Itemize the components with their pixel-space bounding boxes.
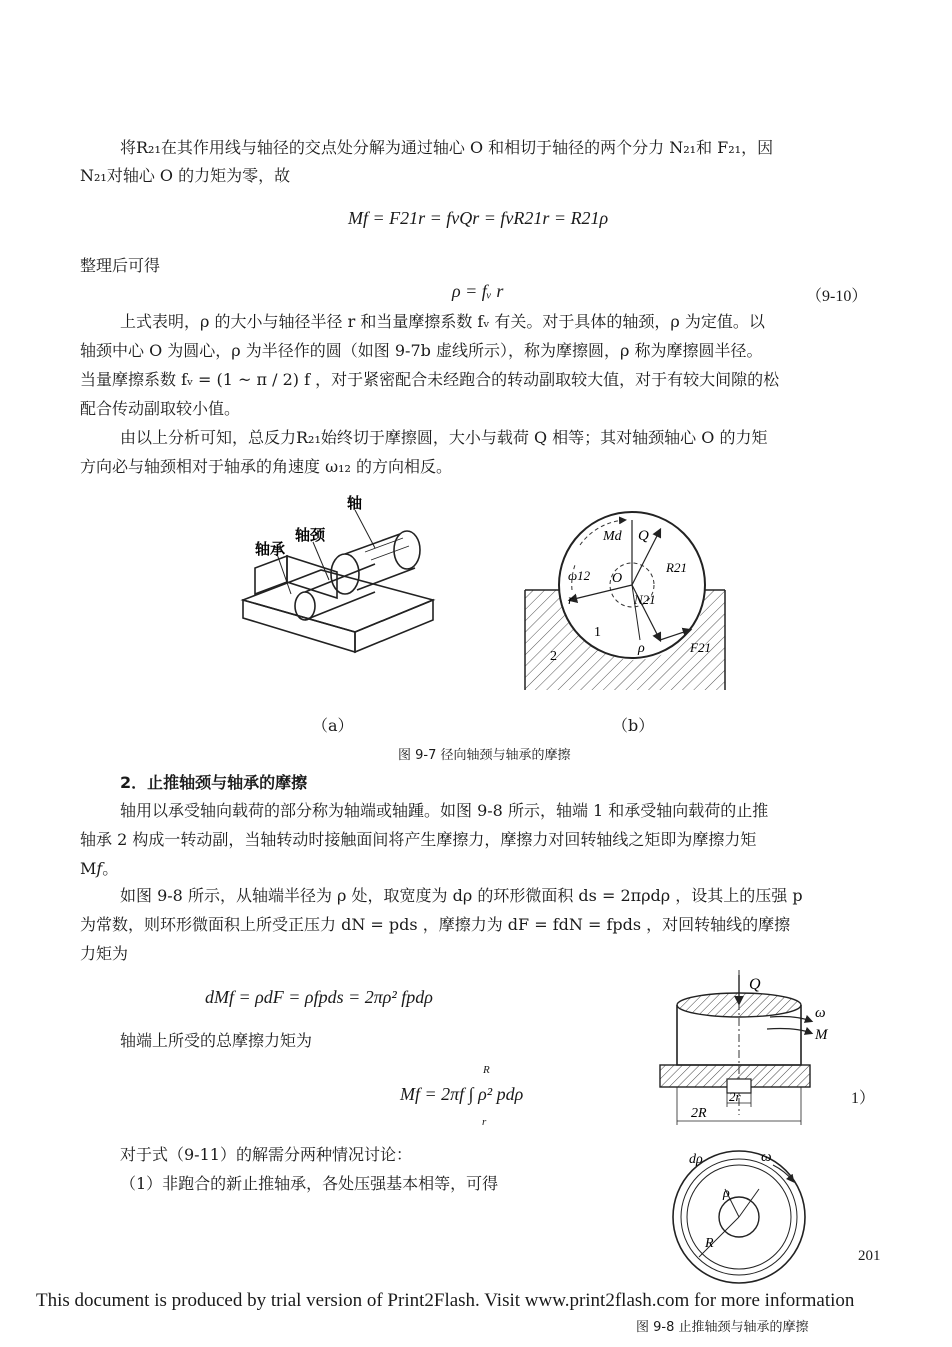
- label-drho: dρ: [689, 1152, 703, 1167]
- trial-footer: This document is produced by trial version of Print2Flash. Visit www.print2flash.com for more information: [36, 1290, 855, 1311]
- paragraph-line: 为常数，则环形微面积上所受正压力 dN = pds ，摩擦力为 dF = fdN = fpds ，对回转轴线的摩擦: [80, 915, 791, 934]
- label-w12: ω12: [568, 568, 591, 583]
- figure-label-b: （b）: [612, 716, 655, 735]
- paragraph-line: M𝑓。: [80, 859, 119, 878]
- label-r: r: [568, 593, 574, 608]
- label-omega-top: ω: [761, 1149, 772, 1165]
- label-md: Md: [603, 529, 622, 544]
- label-journal: 轴颈: [295, 528, 326, 544]
- integral-upper-limit: R: [483, 1064, 490, 1076]
- label-2r: 2r: [729, 1089, 741, 1104]
- paragraph-line: 上式表明，ρ 的大小与轴径半径 r 和当量摩擦系数 fᵥ 有关。对于具体的轴颈，ρ 为定值。以: [120, 312, 765, 331]
- label-q: Q: [749, 976, 761, 993]
- paragraph-line: 整理后可得: [80, 256, 161, 275]
- section-heading: 2．止推轴颈与轴承的摩擦: [120, 773, 308, 792]
- label-rho: ρ: [638, 641, 645, 656]
- label-f21: F21: [690, 640, 711, 655]
- figure-9-7b-friction-circle: [520, 490, 740, 695]
- paragraph-line: 将R₂₁在其作用线与轴径的交点处分解为通过轴心 O 和相切于轴径的两个分力 N₂₁和 F₂₁，因: [120, 138, 774, 157]
- paragraph-line: 轴颈中心 O 为圆心，ρ 为半径作的圆（如图 9-7b 虚线所示），称为摩擦圆，ρ 称为摩擦圆半径。: [80, 341, 763, 360]
- label-bearing: 轴承: [255, 542, 286, 558]
- label-1: 1: [594, 625, 601, 640]
- paragraph-line: 当量摩擦系数 fᵥ = (1 ~ π / 2) f ，对于紧密配合未经跑合的转动副取较大值，对于有较大间隙的松: [80, 370, 780, 389]
- equation-differential-moment: dMf = ρdF = ρfpds = 2πρ² fpdρ: [205, 987, 433, 1007]
- figure-9-8-thrust-bearing: [655, 965, 855, 1295]
- label-omega: ω: [815, 1005, 826, 1021]
- label-r21: R21: [666, 560, 687, 575]
- label-m: M: [815, 1027, 828, 1043]
- label-R: R: [705, 1236, 714, 1251]
- paragraph-line: 方向必与轴颈相对于轴承的角速度 ω₁₂ 的方向相反。: [80, 457, 453, 476]
- figure-label-a: （a）: [312, 716, 354, 735]
- equation-total-moment: Mf = 2πf ∫ ρ² pdρ: [400, 1084, 524, 1104]
- label-shaft: 轴: [347, 496, 363, 512]
- equation-friction-circle-radius: ρ = fᵥ r: [452, 281, 504, 301]
- page-number: 201: [858, 1248, 881, 1264]
- paragraph-line: 轴用以承受轴向载荷的部分称为轴端或轴踵。如图 9-8 所示，轴端 1 和承受轴向载荷的止推: [120, 801, 769, 820]
- label-rho: ρ: [723, 1186, 730, 1201]
- figure-9-7a-journal-bearing: [225, 490, 455, 700]
- label-2: 2: [550, 649, 557, 664]
- paragraph-line: 配合传动副取较小值。: [80, 399, 241, 418]
- integral-lower-limit: r: [482, 1116, 487, 1128]
- figure-caption: 图 9-8 止推轴颈与轴承的摩擦: [636, 1320, 809, 1335]
- paragraph-line: 轴承 2 构成一转动副，当轴转动时接触面间将产生摩擦力，摩擦力对回转轴线之矩即为摩擦力矩: [80, 830, 757, 849]
- paragraph-line: 对于式（9-11）的解需分两种情况讨论：: [120, 1145, 412, 1164]
- label-2R: 2R: [691, 1106, 707, 1121]
- paragraph-line: 如图 9-8 所示，从轴端半径为 ρ 处，取宽度为 dρ 的环形微面积 ds = 2πρdρ ，设其上的压强 p: [120, 886, 803, 905]
- paragraph-line: 力矩为: [80, 944, 129, 963]
- label-o: O: [612, 571, 623, 586]
- label-n21: N21: [634, 592, 656, 607]
- paragraph-line: （1）非跑合的新止推轴承，各处压强基本相等，可得: [120, 1174, 499, 1193]
- equation-number: （9-10）: [806, 288, 868, 305]
- label-q: Q: [638, 528, 649, 544]
- paragraph-line: N₂₁对轴心 O 的力矩为零，故: [80, 166, 291, 185]
- paragraph-line: 轴端上所受的总摩擦力矩为: [120, 1031, 313, 1050]
- paragraph-line: 由以上分析可知，总反力R₂₁始终切于摩擦圆，大小与载荷 Q 相等；其对轴颈轴心 O 的力矩: [120, 428, 768, 447]
- figure-caption: 图 9-7 径向轴颈与轴承的摩擦: [398, 748, 571, 763]
- equation-friction-moment: Mf = F21r = fvQr = fvR21r = R21ρ: [348, 208, 609, 228]
- equation-number: 1）: [851, 1090, 876, 1107]
